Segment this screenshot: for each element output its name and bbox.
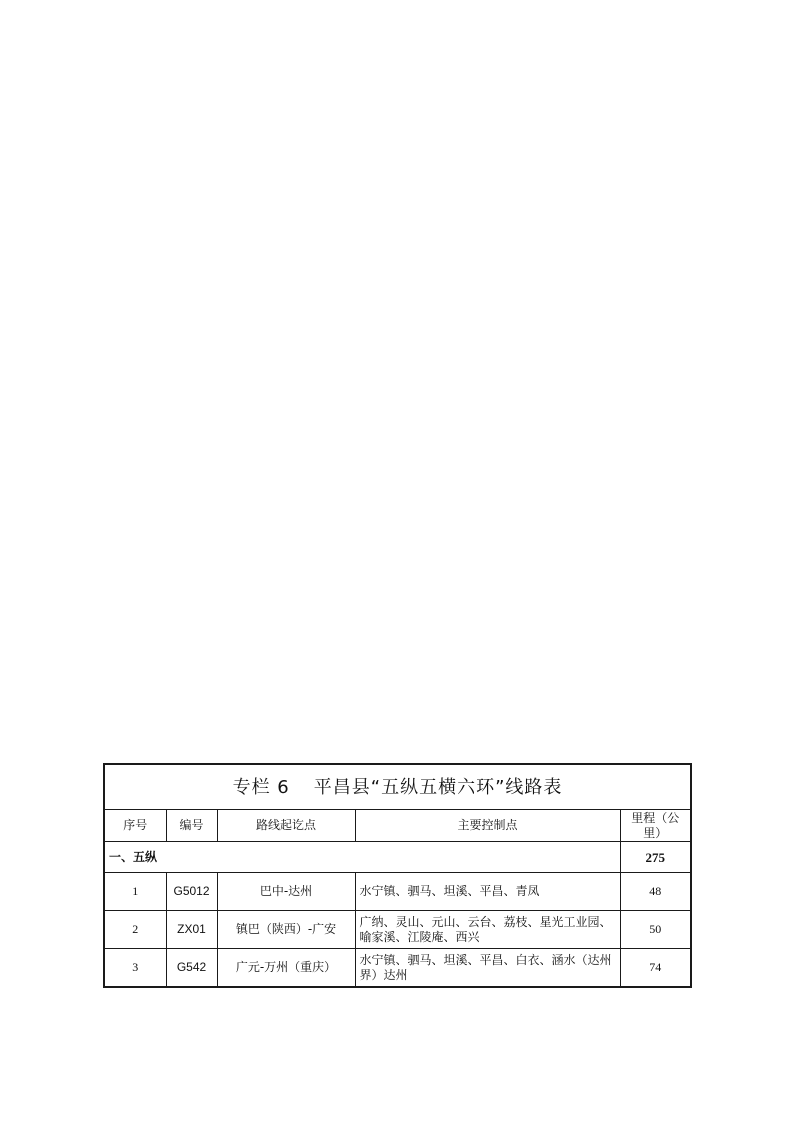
table-title	[104, 764, 691, 810]
section-label: 一、五纵	[104, 842, 620, 873]
row-code: G5012	[166, 873, 217, 911]
row-control-points: 水宁镇、驷马、坦溪、平昌、青凤	[355, 873, 620, 911]
row-control-points: 广纳、灵山、元山、云台、荔枝、星光工业园、喻家溪、江陵庵、西兴	[355, 911, 620, 949]
table-title-main: 平昌县“五纵五横六环”线路表	[313, 776, 563, 798]
row-code: ZX01	[166, 911, 217, 949]
section-total: 275	[620, 842, 691, 873]
row-mileage: 74	[620, 949, 691, 988]
table-row	[104, 911, 691, 949]
row-seq: 1	[104, 873, 166, 911]
header-mileage: 里程（公里）	[620, 810, 691, 842]
table-header-row	[104, 810, 691, 842]
header-code: 编号	[166, 810, 217, 842]
row-seq: 3	[104, 949, 166, 988]
table-title-prefix: 专栏 6	[232, 776, 290, 798]
row-mileage: 50	[620, 911, 691, 949]
section-row	[104, 842, 691, 873]
table-row	[104, 873, 691, 911]
route-table	[103, 763, 692, 988]
row-code: G542	[166, 949, 217, 988]
header-route: 路线起讫点	[217, 810, 355, 842]
row-route: 镇巴（陕西）-广安	[217, 911, 355, 949]
header-seq: 序号	[104, 810, 166, 842]
row-route: 巴中-达州	[217, 873, 355, 911]
table-row	[104, 949, 691, 988]
table-title-row	[104, 764, 691, 810]
row-seq: 2	[104, 911, 166, 949]
header-control-points: 主要控制点	[355, 810, 620, 842]
row-route: 广元-万州（重庆）	[217, 949, 355, 988]
row-control-points: 水宁镇、驷马、坦溪、平昌、白衣、涵水（达州界）达州	[355, 949, 620, 988]
row-mileage: 48	[620, 873, 691, 911]
